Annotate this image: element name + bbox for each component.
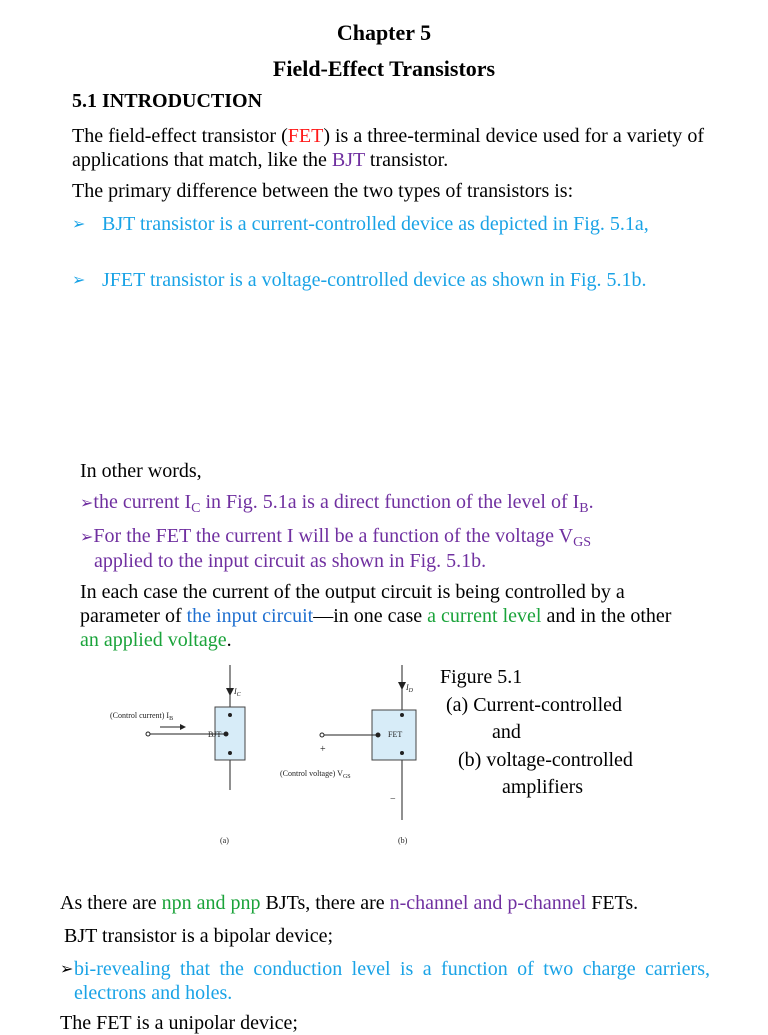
list-item: ➢ BJT transistor is a current-controlled device as depicted in Fig. 5.1a, <box>72 213 649 235</box>
npn-paragraph: As there are npn and pnp BJTs, there are n-channel and p-channel FETs. <box>60 892 639 914</box>
list-item: ➢ bi-revealing that the conduction level is a function of two charge carriers, electrons and holes. <box>60 958 710 1004</box>
intro-paragraph: The field-effect transistor (FET) is a three-terminal device used for a variety of applications that match, like the BJT transistor. <box>72 125 704 171</box>
point-ic: ➢the current $I_C$ in Fig. 5.1a is a direct function of the level of $I_B$. <box>80 491 594 516</box>
primary-difference-text: The primary difference between the two types of transistors is: <box>72 180 574 202</box>
plus-label: + <box>320 744 326 755</box>
control-voltage-label: (Control voltage) $V_{GS}$ <box>280 769 351 780</box>
arrow-bullet-icon: ➢ <box>72 270 86 289</box>
figure-caption: Figure 5.1 (a) Current-controlled and (b) voltage-controlled amplifiers <box>440 666 633 798</box>
bipolar-text: BJT transistor is a bipolar device; <box>64 925 334 947</box>
unipolar-text: The FET is a unipolar device; <box>60 1012 298 1034</box>
fet-box-label: FET <box>388 730 403 739</box>
arrow-bullet-icon: ➢ <box>72 214 86 233</box>
page-title: Field-Effect Transistors <box>272 56 496 81</box>
chapter-label: Chapter 5 <box>336 20 432 45</box>
ic-label: $I_C$ <box>234 687 241 698</box>
section-heading: 5.1 INTRODUCTION <box>72 90 263 112</box>
fet-term: FET <box>287 125 324 147</box>
list-item: ➢ JFET transistor is a voltage-controlled device as shown in Fig. 5.1b. <box>72 269 647 291</box>
bjt-term: BJT <box>331 149 365 171</box>
point-fet: ➢For the FET the current I will be a function of the voltage $V_{GS}$ applied to the input circuit as shown in Fig. 5.1b. <box>80 525 592 572</box>
bjt-circuit <box>146 665 245 790</box>
arrow-bullet-icon: ➢ <box>80 527 94 546</box>
bjt-box-label: BJT <box>208 730 222 739</box>
fig-b-tag: (b) <box>398 836 408 845</box>
each-case-paragraph: In each case the current of the output circuit is being controlled by a parameter of the input circuit—in one case a current level and in the other an applied voltage. <box>80 581 672 651</box>
fig-a-tag: (a) <box>220 836 229 845</box>
fet-circuit <box>320 665 416 820</box>
control-current-label: (Control current) $I_B$ <box>110 711 174 722</box>
other-words-text: In other words, <box>80 460 202 482</box>
arrow-bullet-icon: ➢ <box>80 493 94 512</box>
arrow-bullet-icon: ➢ <box>60 959 74 978</box>
figure-5-1-diagram <box>100 660 430 850</box>
minus-label: − <box>390 794 396 805</box>
id-label: $I_D$ <box>406 683 414 694</box>
